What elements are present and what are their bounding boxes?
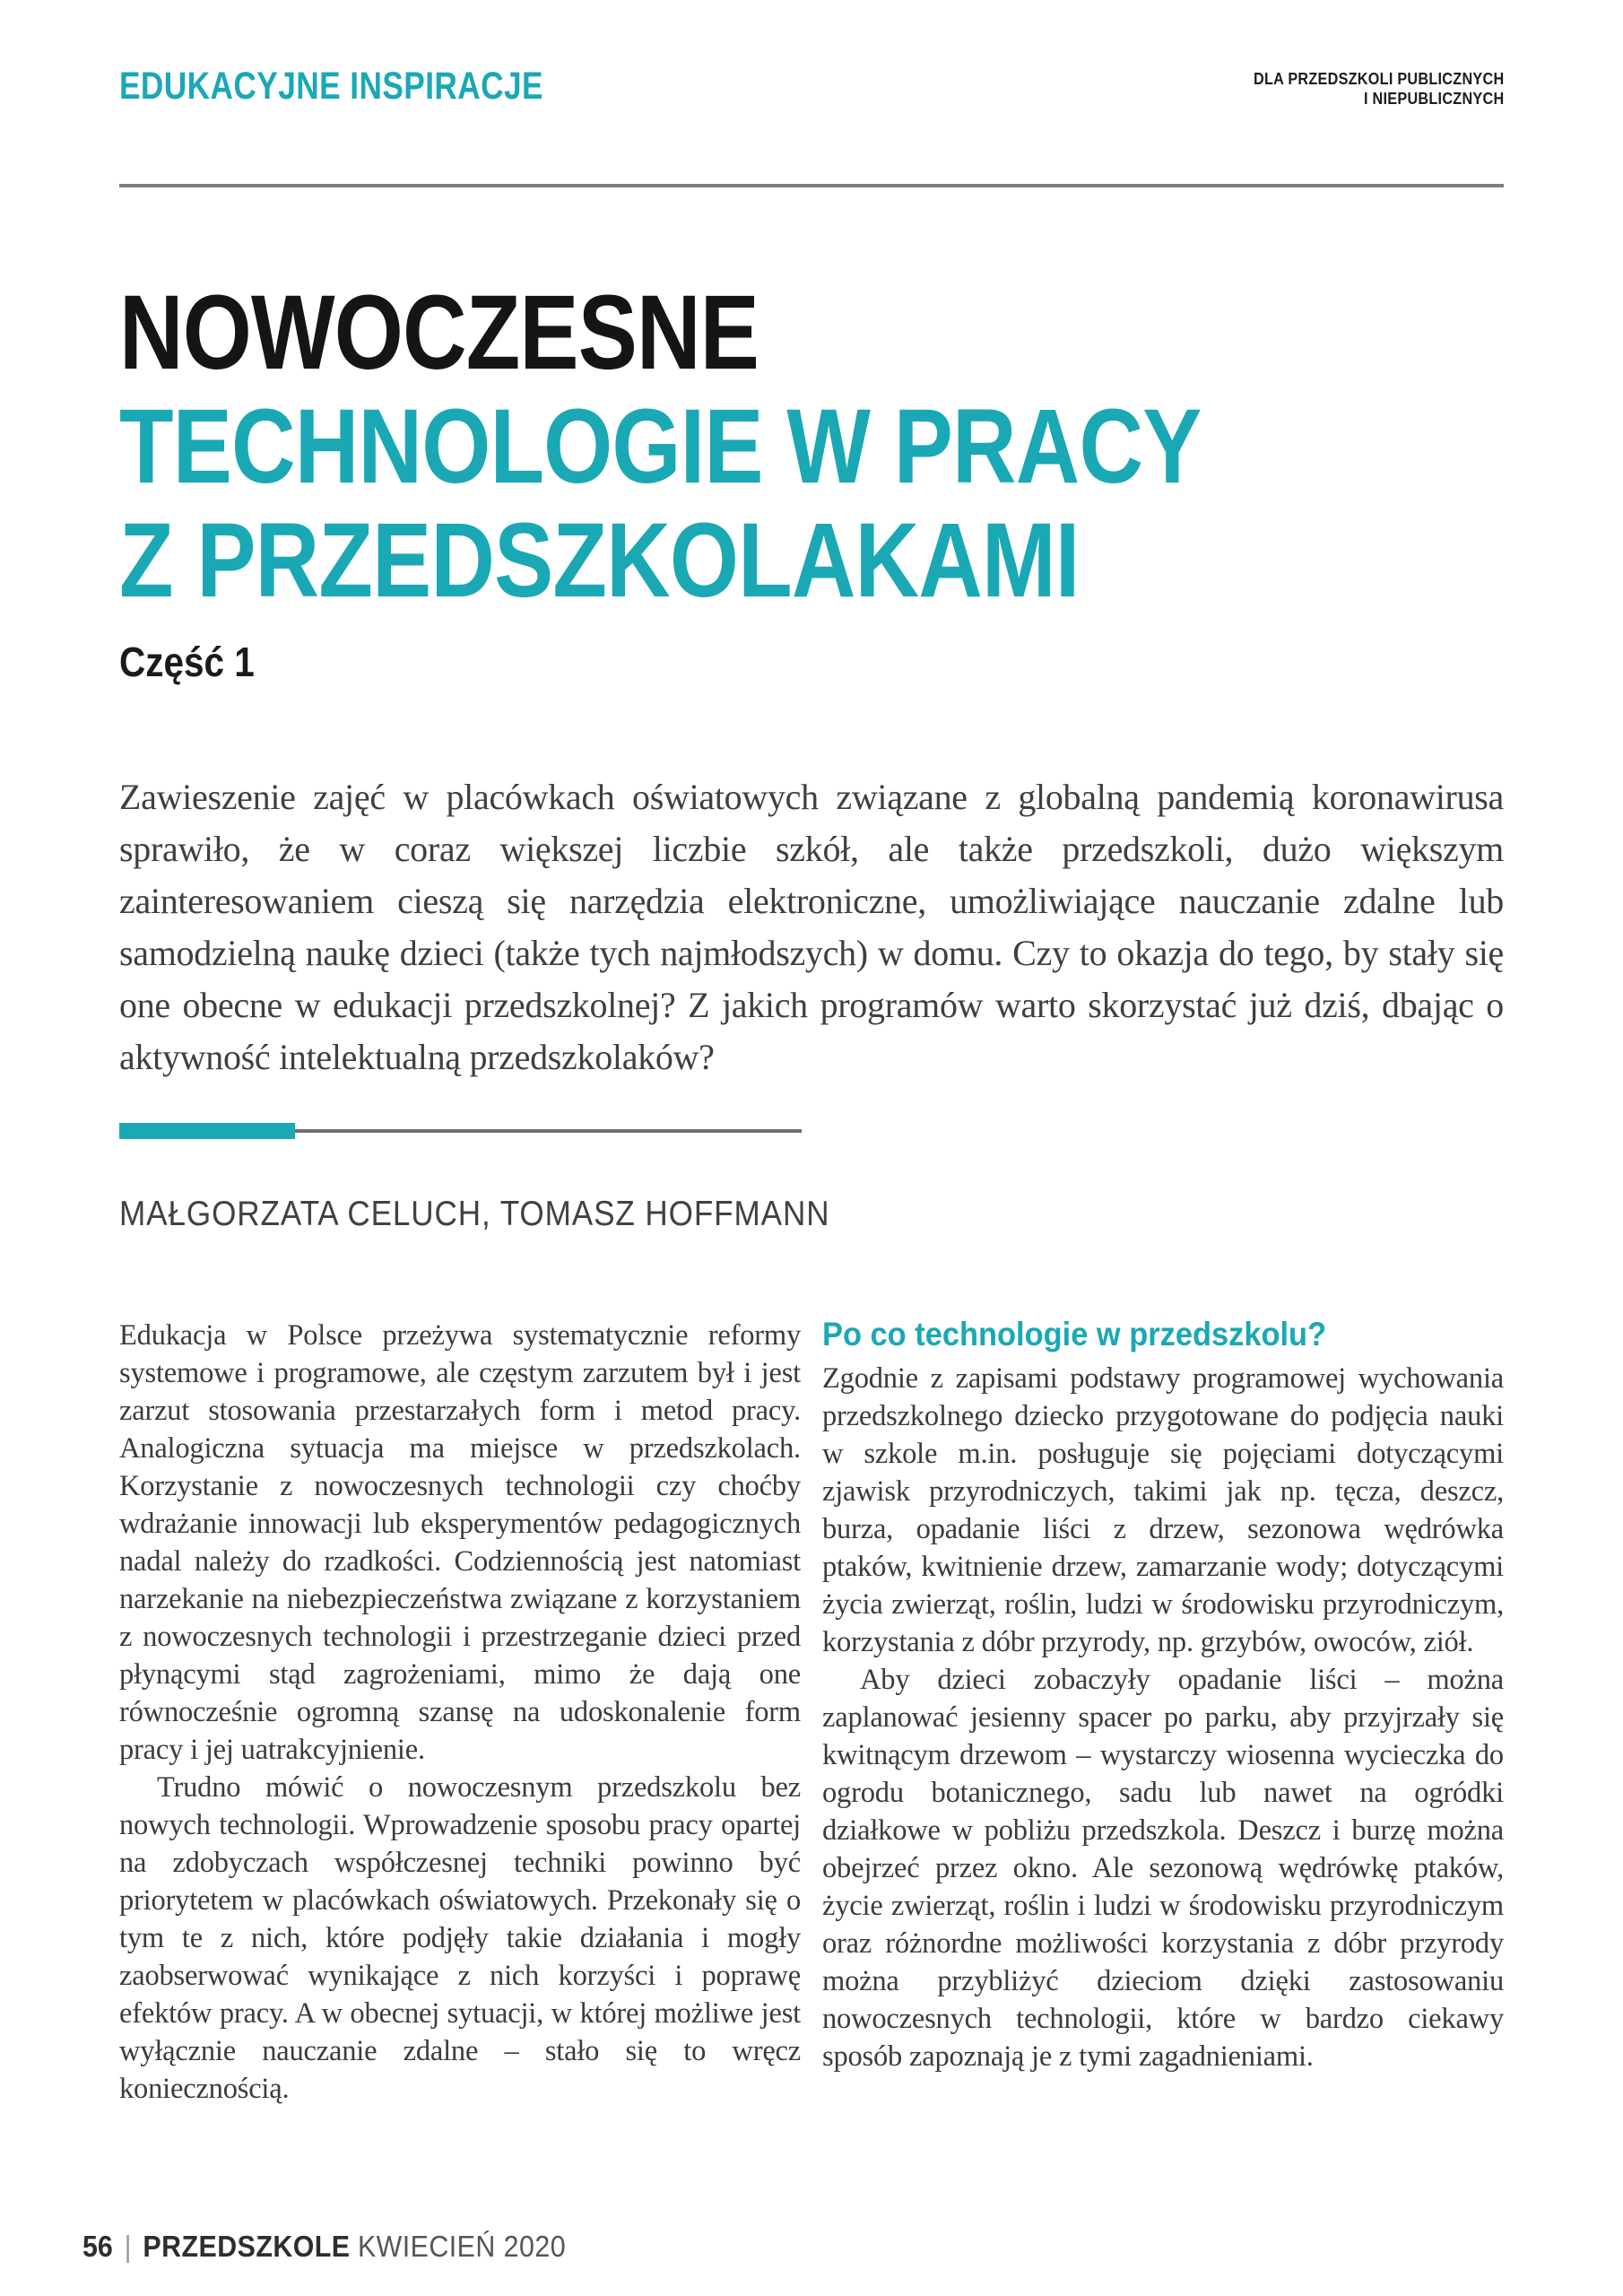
audience-label-line1: DLA PRZEDSZKOLI PUBLICZNYCH [1253, 70, 1504, 88]
title-line-2: TECHNOLOGIE W PRACY [119, 387, 1202, 506]
article-title [119, 276, 1407, 686]
audience-label-line2: I NIEPUBLICZNYCH [1363, 90, 1504, 108]
body-paragraph: Aby dzieci zobaczyły opadanie liści – można zaplanować jesienny spacer po parku, aby przyjrzały się kwitnącym drzewom – wystarczy wiosenna wycieczka do ogrodu botanicznego, sadu lub nawet na ogródki działkowe w pobliżu przedszkola. Deszcz i burzę można obejrzeć przez okno. Ale sezonową wędrówkę ptaków, życie zwierząt, roślin i ludzi w środowisku przyrodniczym oraz różnordne możliwości korzystania z dóbr przyrody można przybliżyć dzieciom dzięki zastosowaniu nowoczesnych technologii, które w bardzo ciekawy sposób zapoznają je z tymi zagadnieniami. [822, 1664, 1504, 2073]
divider [119, 1123, 802, 1139]
page-number: 56 [82, 2230, 113, 2263]
right-column [822, 1317, 1504, 2108]
body-paragraph: Zgodnie z zapisami podstawy programowej wychowania przedszkolnego dziecko przygotowane do podjęcia nauki w szkole m.in. posługuje się pojęciami dotyczącymi zjawisk przyrodniczych, takimi jak np. tęcza, deszcz, burza, opadanie liści z drzew, sezonowa wędrówka ptaków, kwitnienie drzew, zamarzanie wody; dotyczącymi życia zwierząt, roślin, ludzi w środowisku przyrodniczym, korzystania z dóbr przyrody, np. grzybów, owoców, ziół. [822, 1362, 1504, 1658]
section-label: EDUKACYJNE INSPIRACJE [119, 65, 543, 108]
issue-date: KWIECIEŃ 2020 [357, 2230, 567, 2263]
header-rule [119, 184, 1504, 187]
article-subtitle: Część 1 [119, 639, 255, 685]
section-heading: Po co technologie w przedszkolu? [822, 1316, 1327, 1352]
body-columns [119, 1317, 1504, 2108]
audience-label [1254, 69, 1504, 109]
page-footer [82, 2230, 566, 2264]
magazine-name: PRZEDSZKOLE [143, 2230, 351, 2263]
left-column [119, 1317, 801, 2108]
title-line-3: Z PRZEDSZKOLAKAMI [119, 501, 1080, 620]
divider-line [295, 1129, 802, 1133]
body-paragraph: Edukacja w Polsce przeżywa systematycznie reformy systemowe i programowe, ale częstym zarzutem był i jest zarzut stosowania przestarzałych form i metod pracy. Analogiczna sytuacja ma miejsce w przedszkolach. Korzystanie z nowoczesnych technologii czy choćby wdrażanie innowacji lub eksperymentów pedagogicznych nadal należy do rzadkości. Codziennością jest natomiast narzekanie na niebezpieczeństwa związane z korzystaniem z nowoczesnych technologii i przestrzeganie dzieci przed płynącymi stąd zagrożeniami, mimo że dają one równocześnie ogromną szansę na udoskonalenie form pracy i jej uatrakcyjnienie. [119, 1319, 801, 1766]
footer-separator: | [124, 2230, 132, 2263]
body-paragraph: Trudno mówić o nowoczesnym przedszkolu bez nowych technologii. Wprowadzenie sposobu pracy opartej na zdobyczach współczesnej techniki powinno być priorytetem w placówkach oświatowych. Przekonały się o tym te z nich, które podjęły takie działania i mogły zaobserwować wynikające z nich korzyści i poprawę efektów pracy. A w obecnej sytuacji, w której możliwe jest wyłącznie nauczanie zdalne – stało się to wręcz koniecznością. [119, 1771, 801, 2105]
divider-accent-block [119, 1123, 295, 1139]
authors-line: MAŁGORZATA CELUCH, TOMASZ HOFFMANN [119, 1195, 830, 1233]
title-line-1: NOWOCZESNE [119, 274, 759, 392]
lead-paragraph: Zawieszenie zajęć w placówkach oświatowych związane z globalną pandemią koronawirusa sprawiło, że w coraz większej liczbie szkół, ale także przedszkoli, dużo większym zainteresowaniem cieszą się narzędzia elektroniczne, umożliwiające nauczanie zdalne lub samodzielną naukę dzieci (także tych najmłodszych) w domu. Czy to okazja do tego, by stały się one obecne w edukacji przedszkolnej? Z jakich programów warto skorzystać już dziś, dbając o aktywność intelektualną przedszkolaków? [119, 777, 1504, 1077]
page-header [119, 65, 1504, 109]
